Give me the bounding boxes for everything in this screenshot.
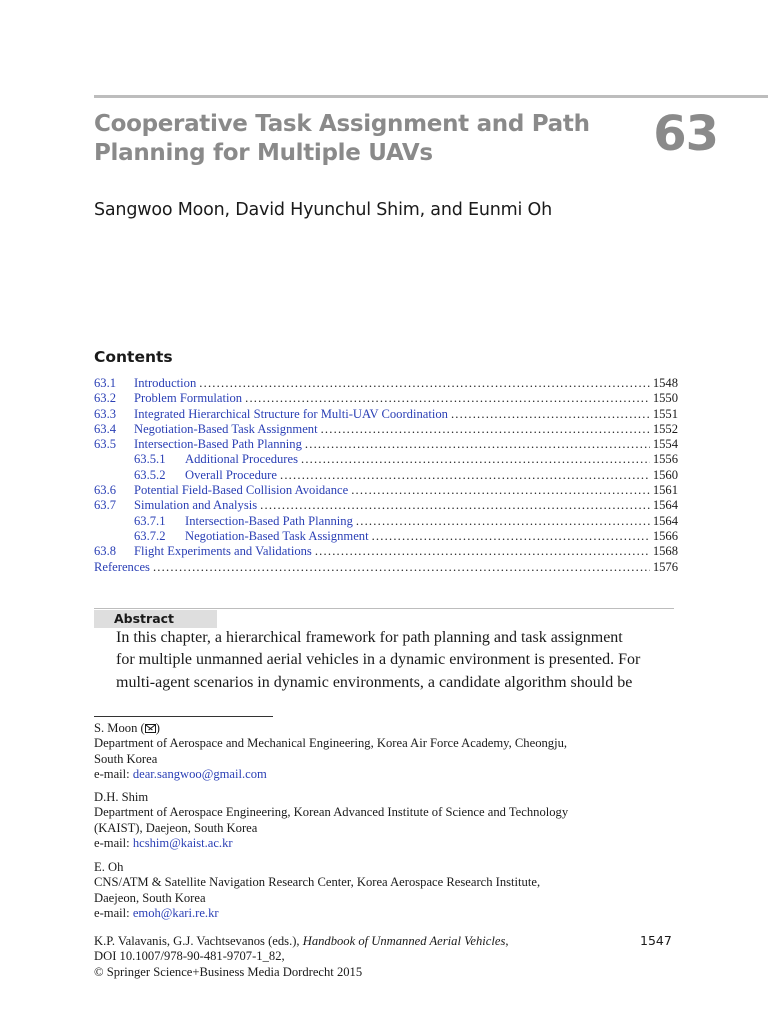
affiliation-oh bbox=[94, 860, 674, 921]
page-number: 1547 bbox=[640, 933, 672, 948]
top-rule bbox=[94, 95, 768, 98]
envelope-icon bbox=[145, 724, 156, 733]
toc-title-link[interactable]: Negotiation-Based Task Assignment bbox=[134, 421, 318, 436]
toc-entry[interactable] bbox=[94, 391, 678, 406]
toc-number: 63.5.2 bbox=[134, 467, 166, 482]
affiliation-line: Department of Aerospace and Mechanical Engineering, Korea Air Force Academy, Cheongju, bbox=[94, 736, 568, 751]
affiliation-shim bbox=[94, 790, 674, 851]
contents-heading: Contents bbox=[94, 348, 173, 366]
toc-entry[interactable] bbox=[94, 544, 678, 559]
toc-title-link[interactable]: Introduction bbox=[134, 376, 197, 390]
toc-number: 63.3 bbox=[94, 406, 117, 421]
toc-subentry[interactable] bbox=[94, 468, 678, 483]
citation-editors: K.P. Valavanis, G.J. Vachtsevanos (eds.), bbox=[94, 934, 303, 948]
affiliation-email-line bbox=[94, 767, 674, 782]
email-link-moon[interactable]: dear.sangwoo@gmail.com bbox=[132, 766, 267, 781]
toc-page: 1566 bbox=[652, 528, 678, 543]
toc-page: 1556 bbox=[652, 452, 678, 467]
email-label: e-mail: bbox=[94, 766, 133, 781]
toc-title-link[interactable]: References bbox=[94, 559, 150, 574]
toc-entry-references[interactable] bbox=[94, 560, 678, 575]
toc-page: 1560 bbox=[652, 467, 678, 482]
toc-number: 63.7.1 bbox=[134, 513, 166, 528]
toc-title-link[interactable]: Potential Field-Based Collision Avoidance bbox=[134, 483, 349, 498]
toc-leader bbox=[301, 452, 650, 467]
toc-leader bbox=[356, 514, 650, 529]
toc-entry[interactable] bbox=[94, 422, 678, 437]
abstract-line: multi-agent scenarios in dynamic environments, a candidate algorithm should be bbox=[116, 673, 633, 691]
toc-number: 63.6 bbox=[94, 483, 117, 498]
toc-leader bbox=[451, 407, 650, 422]
toc-title-link[interactable]: Negotiation-Based Task Assignment bbox=[185, 528, 369, 543]
toc-number: 63.1 bbox=[94, 376, 117, 390]
toc-entry[interactable] bbox=[94, 376, 678, 391]
toc-page: 1561 bbox=[652, 483, 678, 498]
toc-leader bbox=[153, 560, 650, 575]
toc-leader bbox=[315, 544, 650, 559]
toc-number: 63.5 bbox=[94, 437, 117, 452]
abstract-rule bbox=[94, 608, 674, 609]
affiliation-line: Department of Aerospace Engineering, Korean Advanced Institute of Science and Technology bbox=[94, 805, 569, 820]
abstract-line: for multiple unmanned aerial vehicles in a dynamic environment is presented. For bbox=[116, 651, 641, 669]
abstract-label: Abstract bbox=[94, 610, 217, 628]
affiliation-name: D.H. Shim bbox=[94, 790, 149, 804]
toc-title-link[interactable]: Overall Procedure bbox=[185, 467, 277, 482]
toc-number: 63.4 bbox=[94, 421, 117, 436]
toc-entry[interactable] bbox=[94, 498, 678, 513]
abstract-text bbox=[116, 627, 674, 694]
toc-title-link[interactable]: Problem Formulation bbox=[134, 391, 243, 406]
affiliation-moon bbox=[94, 721, 674, 782]
toc-leader bbox=[280, 468, 650, 483]
chapter-authors: Sangwoo Moon, David Hyunchul Shim, and Eunmi Oh bbox=[94, 200, 552, 220]
toc-entry[interactable] bbox=[94, 407, 678, 422]
toc-title-link[interactable]: Intersection-Based Path Planning bbox=[185, 513, 353, 528]
toc-subentry[interactable] bbox=[94, 452, 678, 467]
toc-number: 63.8 bbox=[94, 544, 117, 559]
toc-page: 1552 bbox=[652, 421, 678, 436]
citation-book-title: Handbook of Unmanned Aerial Vehicles bbox=[302, 934, 506, 948]
email-link-oh[interactable]: emoh@kari.re.kr bbox=[132, 905, 219, 920]
toc-title-link[interactable]: Flight Experiments and Validations bbox=[134, 544, 312, 559]
toc-number: 63.7.2 bbox=[134, 528, 166, 543]
toc-title-link[interactable]: Additional Procedures bbox=[185, 452, 298, 467]
toc-number: 63.5.1 bbox=[134, 452, 166, 467]
citation-suffix: , bbox=[505, 934, 509, 948]
toc-title-link[interactable]: Integrated Hierarchical Structure for Multi-UAV Coordination bbox=[134, 406, 448, 421]
toc-subentry[interactable] bbox=[94, 529, 678, 544]
toc-leader bbox=[199, 376, 650, 391]
toc-leader bbox=[372, 529, 650, 544]
toc-title-link[interactable]: Intersection-Based Path Planning bbox=[134, 437, 302, 452]
chapter-title: Cooperative Task Assignment and Path Planning for Multiple UAVs bbox=[94, 111, 590, 166]
affiliation-line: (KAIST), Daejeon, South Korea bbox=[94, 820, 258, 835]
email-label: e-mail: bbox=[94, 835, 133, 850]
toc-page: 1576 bbox=[652, 559, 678, 574]
toc-page: 1550 bbox=[652, 391, 678, 406]
toc-page: 1554 bbox=[652, 437, 678, 452]
affiliation-name bbox=[94, 721, 674, 736]
email-label: e-mail: bbox=[94, 905, 133, 920]
toc-entry[interactable] bbox=[94, 437, 678, 452]
table-of-contents bbox=[94, 376, 678, 575]
toc-leader bbox=[260, 498, 650, 513]
toc-subentry[interactable] bbox=[94, 514, 678, 529]
toc-page: 1564 bbox=[652, 498, 678, 513]
publication-footer bbox=[94, 934, 674, 980]
toc-number: 63.2 bbox=[94, 391, 117, 406]
toc-leader bbox=[321, 422, 650, 437]
toc-page: 1548 bbox=[652, 376, 678, 390]
affiliation-name-text: S. Moon ( bbox=[94, 721, 145, 735]
affiliation-email-line bbox=[94, 906, 674, 921]
toc-leader bbox=[305, 437, 650, 452]
citation-line bbox=[94, 934, 674, 949]
abstract-line: In this chapter, a hierarchical framework for path planning and task assignment bbox=[116, 629, 623, 646]
affiliation-name-suffix: ) bbox=[155, 721, 160, 735]
toc-leader bbox=[351, 483, 650, 498]
affiliation-email-line bbox=[94, 836, 674, 851]
toc-page: 1568 bbox=[652, 544, 678, 559]
affiliation-line: South Korea bbox=[94, 751, 158, 766]
affiliation-name: E. Oh bbox=[94, 860, 124, 874]
toc-leader bbox=[245, 391, 650, 406]
chapter-number: 63 bbox=[653, 106, 718, 162]
doi-line: DOI 10.1007/978-90-481-9707-1_82, bbox=[94, 949, 285, 964]
toc-title-link[interactable]: Simulation and Analysis bbox=[134, 498, 258, 513]
footnote-rule bbox=[94, 716, 273, 717]
toc-page: 1551 bbox=[652, 406, 678, 421]
toc-number: 63.7 bbox=[94, 498, 117, 513]
toc-entry[interactable] bbox=[94, 483, 678, 498]
email-link-shim[interactable]: hcshim@kaist.ac.kr bbox=[132, 835, 233, 850]
affiliation-line: CNS/ATM & Satellite Navigation Research Center, Korea Aerospace Research Institute, bbox=[94, 875, 541, 890]
copyright-line: © Springer Science+Business Media Dordrecht 2015 bbox=[94, 964, 363, 979]
toc-page: 1564 bbox=[652, 513, 678, 528]
affiliation-line: Daejeon, South Korea bbox=[94, 890, 206, 905]
